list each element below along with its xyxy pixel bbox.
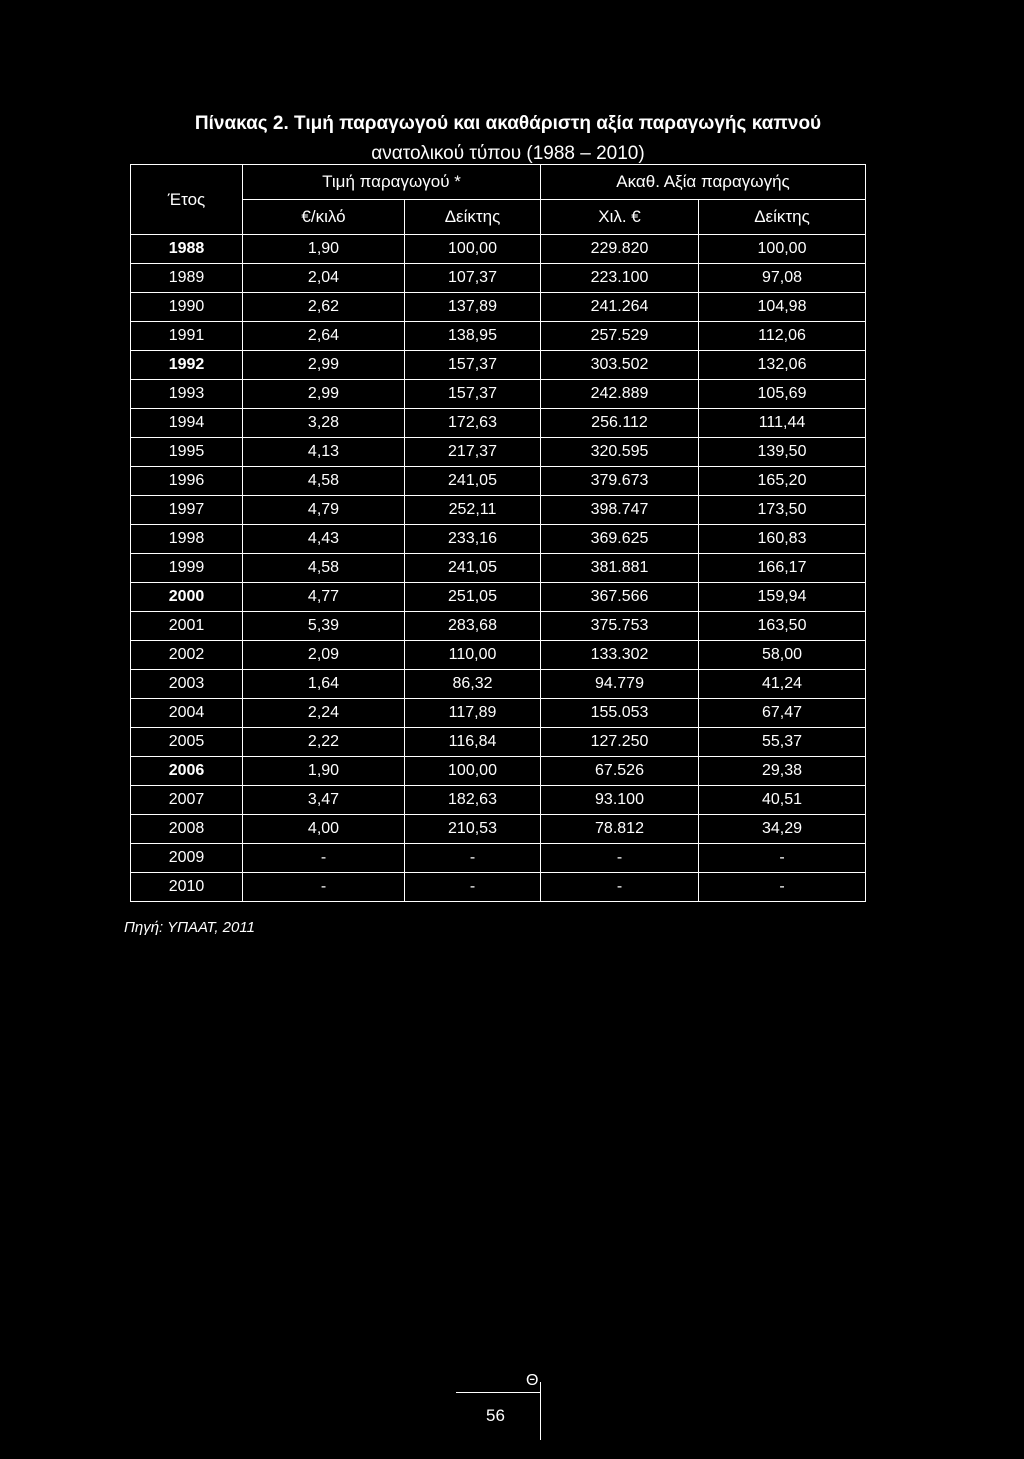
row-year: 2003	[131, 670, 243, 699]
row-year: 1999	[131, 554, 243, 583]
row-value-index: 34,29	[699, 815, 866, 844]
table-row	[131, 380, 866, 409]
row-price-per-kilo: 2,24	[243, 699, 405, 728]
row-value-thousand-euro: 381.881	[541, 554, 699, 583]
row-value-thousand-euro: 256.112	[541, 409, 699, 438]
row-price-index: 100,00	[405, 235, 541, 264]
row-value-thousand-euro: 398.747	[541, 496, 699, 525]
row-price-per-kilo: 4,58	[243, 554, 405, 583]
table-row	[131, 467, 866, 496]
row-value-index: 159,94	[699, 583, 866, 612]
producer-price-header: Τιμή παραγωγού *	[243, 165, 541, 200]
row-price-per-kilo: 3,47	[243, 786, 405, 815]
row-price-per-kilo: 2,09	[243, 641, 405, 670]
page-number-mark	[456, 1372, 551, 1442]
row-year: 2005	[131, 728, 243, 757]
value-index-header: Δείκτης	[699, 200, 866, 235]
row-value-thousand-euro: 94.779	[541, 670, 699, 699]
row-price-per-kilo: 4,77	[243, 583, 405, 612]
row-price-per-kilo: 2,64	[243, 322, 405, 351]
row-value-index: -	[699, 873, 866, 902]
row-price-index: 138,95	[405, 322, 541, 351]
row-value-index: 40,51	[699, 786, 866, 815]
row-year: 1994	[131, 409, 243, 438]
row-year: 1993	[131, 380, 243, 409]
row-value-index: 165,20	[699, 467, 866, 496]
row-year: 1997	[131, 496, 243, 525]
row-value-index: 104,98	[699, 293, 866, 322]
table-row	[131, 873, 866, 902]
row-year: 1995	[131, 438, 243, 467]
table-row	[131, 235, 866, 264]
row-year: 1990	[131, 293, 243, 322]
row-value-index: 163,50	[699, 612, 866, 641]
row-price-index: 117,89	[405, 699, 541, 728]
row-price-per-kilo: 1,90	[243, 235, 405, 264]
row-price-index: 233,16	[405, 525, 541, 554]
gross-value-header: Ακαθ. Αξία παραγωγής	[541, 165, 866, 200]
row-price-index: 252,11	[405, 496, 541, 525]
price-index-header: Δείκτης	[405, 200, 541, 235]
row-year: 2004	[131, 699, 243, 728]
row-price-per-kilo: 4,58	[243, 467, 405, 496]
row-price-per-kilo: 2,62	[243, 293, 405, 322]
row-value-index: 67,47	[699, 699, 866, 728]
row-price-index: 241,05	[405, 467, 541, 496]
row-value-index: 111,44	[699, 409, 866, 438]
row-price-index: 217,37	[405, 438, 541, 467]
row-price-index: -	[405, 844, 541, 873]
row-price-index: 107,37	[405, 264, 541, 293]
table-row	[131, 264, 866, 293]
row-value-thousand-euro: 241.264	[541, 293, 699, 322]
row-price-index: 210,53	[405, 815, 541, 844]
table-row	[131, 757, 866, 786]
table-row	[131, 409, 866, 438]
row-value-thousand-euro: 367.566	[541, 583, 699, 612]
page-number: 56	[486, 1406, 505, 1425]
row-price-per-kilo: 2,99	[243, 380, 405, 409]
row-value-index: 55,37	[699, 728, 866, 757]
row-value-index: 41,24	[699, 670, 866, 699]
row-value-index: 166,17	[699, 554, 866, 583]
table-row	[131, 438, 866, 467]
row-value-thousand-euro: -	[541, 844, 699, 873]
row-price-index: 157,37	[405, 351, 541, 380]
table-row	[131, 670, 866, 699]
table-row	[131, 815, 866, 844]
row-value-thousand-euro: 133.302	[541, 641, 699, 670]
row-value-index: 97,08	[699, 264, 866, 293]
row-year: 2008	[131, 815, 243, 844]
table-row	[131, 844, 866, 873]
row-value-thousand-euro: 369.625	[541, 525, 699, 554]
row-value-thousand-euro: 78.812	[541, 815, 699, 844]
row-year: 2007	[131, 786, 243, 815]
row-value-thousand-euro: 320.595	[541, 438, 699, 467]
row-year: 2002	[131, 641, 243, 670]
page-rule	[456, 1392, 540, 1393]
row-year: 1996	[131, 467, 243, 496]
row-year: 1989	[131, 264, 243, 293]
row-price-index: 283,68	[405, 612, 541, 641]
table-row	[131, 728, 866, 757]
table-row	[131, 496, 866, 525]
row-price-index: 182,63	[405, 786, 541, 815]
row-year: 1998	[131, 525, 243, 554]
page-vertical-rule	[540, 1382, 541, 1440]
table-row	[131, 699, 866, 728]
row-value-index: -	[699, 844, 866, 873]
table-row	[131, 554, 866, 583]
row-price-per-kilo: 5,39	[243, 612, 405, 641]
row-price-index: 100,00	[405, 757, 541, 786]
row-value-thousand-euro: 379.673	[541, 467, 699, 496]
row-value-index: 173,50	[699, 496, 866, 525]
title-line-2: ανατολικού τύπου (1988 – 2010)	[371, 143, 645, 164]
table-row	[131, 322, 866, 351]
table-row	[131, 641, 866, 670]
source-note: Πηγή: ΥΠΑΑΤ, 2011	[124, 919, 255, 936]
row-price-index: -	[405, 873, 541, 902]
row-value-index: 29,38	[699, 757, 866, 786]
row-price-per-kilo: 1,90	[243, 757, 405, 786]
row-price-per-kilo: 3,28	[243, 409, 405, 438]
row-year: 2009	[131, 844, 243, 873]
year-header: Έτος	[131, 165, 243, 235]
page-mark-glyph: Θ	[526, 1372, 539, 1389]
row-price-per-kilo: 2,22	[243, 728, 405, 757]
row-price-index: 116,84	[405, 728, 541, 757]
row-value-thousand-euro: 67.526	[541, 757, 699, 786]
row-value-thousand-euro: 257.529	[541, 322, 699, 351]
row-price-per-kilo: 4,00	[243, 815, 405, 844]
row-value-thousand-euro: 375.753	[541, 612, 699, 641]
row-price-per-kilo: -	[243, 873, 405, 902]
tobacco-price-table	[130, 164, 866, 902]
row-year: 1992	[131, 351, 243, 380]
row-value-thousand-euro: 223.100	[541, 264, 699, 293]
row-value-index: 139,50	[699, 438, 866, 467]
table-row	[131, 583, 866, 612]
row-value-index: 160,83	[699, 525, 866, 554]
table-row	[131, 293, 866, 322]
table-title	[148, 109, 868, 169]
row-year: 2000	[131, 583, 243, 612]
row-price-index: 110,00	[405, 641, 541, 670]
row-price-per-kilo: 4,79	[243, 496, 405, 525]
row-price-index: 251,05	[405, 583, 541, 612]
row-value-thousand-euro: 127.250	[541, 728, 699, 757]
row-price-index: 137,89	[405, 293, 541, 322]
row-value-thousand-euro: 155.053	[541, 699, 699, 728]
row-value-index: 112,06	[699, 322, 866, 351]
row-value-index: 105,69	[699, 380, 866, 409]
value-thousand-euro-header: Χιλ. €	[541, 200, 699, 235]
row-value-thousand-euro: 229.820	[541, 235, 699, 264]
row-price-index: 172,63	[405, 409, 541, 438]
row-year: 2006	[131, 757, 243, 786]
row-price-index: 157,37	[405, 380, 541, 409]
row-value-thousand-euro: -	[541, 873, 699, 902]
price-per-kilo-header: €/κιλό	[243, 200, 405, 235]
row-year: 1988	[131, 235, 243, 264]
row-year: 2001	[131, 612, 243, 641]
table-body	[131, 235, 866, 902]
table-row	[131, 351, 866, 380]
row-price-per-kilo: 2,04	[243, 264, 405, 293]
table-row	[131, 525, 866, 554]
row-value-index: 132,06	[699, 351, 866, 380]
row-value-thousand-euro: 93.100	[541, 786, 699, 815]
row-year: 2010	[131, 873, 243, 902]
row-price-per-kilo: 4,43	[243, 525, 405, 554]
table-row	[131, 786, 866, 815]
row-year: 1991	[131, 322, 243, 351]
row-value-thousand-euro: 242.889	[541, 380, 699, 409]
row-price-per-kilo: 4,13	[243, 438, 405, 467]
title-line-1: Πίνακας 2. Τιμή παραγωγού και ακαθάριστη αξία παραγωγής καπνού	[194, 113, 822, 134]
row-price-index: 86,32	[405, 670, 541, 699]
row-value-index: 58,00	[699, 641, 866, 670]
table-row	[131, 612, 866, 641]
row-value-index: 100,00	[699, 235, 866, 264]
row-price-per-kilo: -	[243, 844, 405, 873]
row-value-thousand-euro: 303.502	[541, 351, 699, 380]
row-price-per-kilo: 1,64	[243, 670, 405, 699]
row-price-per-kilo: 2,99	[243, 351, 405, 380]
row-price-index: 241,05	[405, 554, 541, 583]
